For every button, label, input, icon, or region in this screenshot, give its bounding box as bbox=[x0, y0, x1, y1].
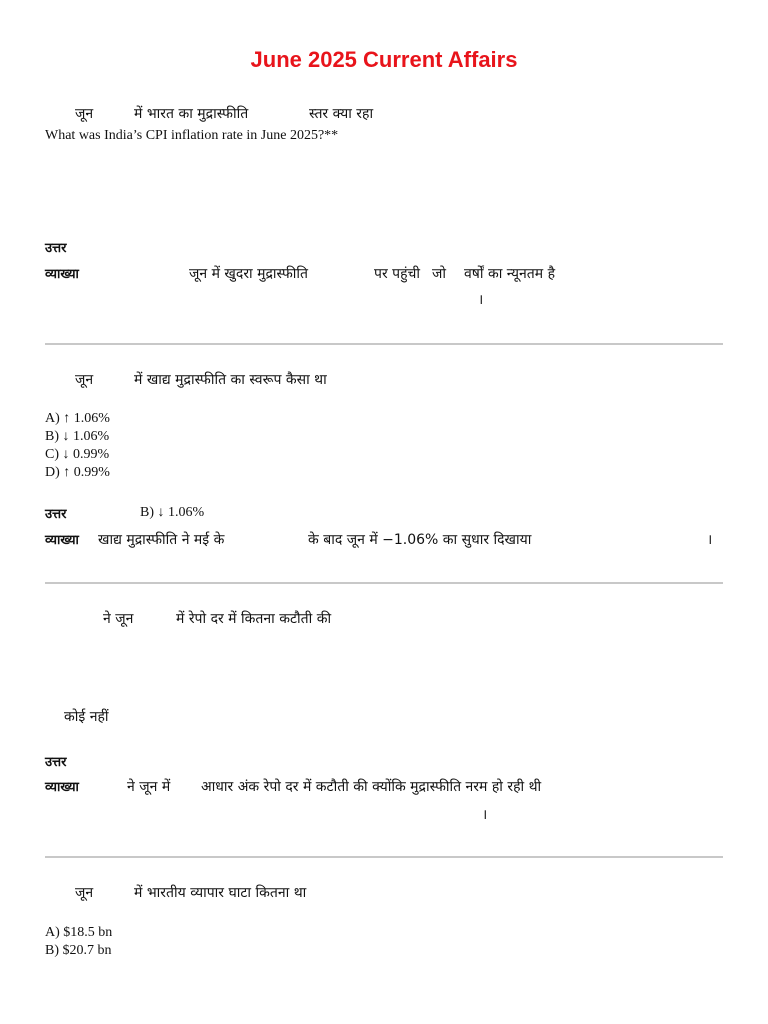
q2-hindi-part-1: जून bbox=[75, 372, 94, 388]
q4-hindi-part-1: जून bbox=[75, 885, 94, 901]
q1-english-text: What was India’s CPI inflation rate in June 2025?** bbox=[45, 128, 339, 143]
q2-option-a: A) ↑ 1.06% bbox=[45, 411, 110, 426]
separator bbox=[45, 856, 723, 858]
q2-explanation-part-1: खाद्य मुद्रास्फीति ने मई के bbox=[98, 532, 225, 548]
separator bbox=[45, 582, 723, 584]
q4-option-a: A) $18.5 bn bbox=[45, 925, 113, 940]
q3-answer-label: उत्तर bbox=[45, 755, 67, 770]
q1-hindi-part-3: स्तर क्या रहा bbox=[309, 106, 374, 122]
q3-option-d: कोई नहीं bbox=[64, 709, 109, 725]
q1-explanation-part-2: पर पहुंची bbox=[374, 266, 421, 282]
q3-hindi-part-1: ने जून bbox=[103, 611, 134, 627]
q2-option-d: D) ↑ 0.99% bbox=[45, 465, 110, 480]
q2-explanation-end: । bbox=[707, 532, 713, 548]
q2-option-c: C) ↓ 0.99% bbox=[45, 447, 110, 462]
q1-explanation-label: व्याख्या bbox=[45, 267, 79, 282]
q1-hindi-part-1: जून bbox=[75, 106, 94, 122]
q2-answer-label: उत्तर bbox=[45, 507, 67, 522]
q2-hindi-part-2: में खाद्य मुद्रास्फीति का स्वरूप कैसा था bbox=[134, 372, 327, 388]
q2-explanation-label: व्याख्या bbox=[45, 533, 79, 548]
q4-hindi-part-2: में भारतीय व्यापार घाटा कितना था bbox=[134, 885, 307, 901]
q1-explanation-end: । bbox=[478, 292, 484, 308]
q4-option-b: B) $20.7 bn bbox=[45, 943, 112, 958]
q2-explanation-part-2: के बाद जून में −1.06% का सुधार दिखाया bbox=[308, 532, 532, 548]
q2-answer-value: B) ↓ 1.06% bbox=[140, 505, 205, 520]
page-title: June 2025 Current Affairs bbox=[250, 47, 518, 72]
q3-explanation-end: । bbox=[482, 807, 488, 823]
q3-explanation-part-1: ने जून में bbox=[127, 779, 171, 795]
q1-explanation-part-3: जो bbox=[432, 266, 447, 282]
q1-hindi-part-2: में भारत का मुद्रास्फीति bbox=[134, 106, 249, 122]
q2-option-b: B) ↓ 1.06% bbox=[45, 429, 110, 444]
separator bbox=[45, 343, 723, 345]
q3-explanation-part-2: आधार अंक रेपो दर में कटौती की क्योंकि मुद्रास्फीति नरम हो रही थी bbox=[201, 779, 542, 795]
q1-explanation-part-1: जून में खुदरा मुद्रास्फीति bbox=[189, 266, 309, 282]
q1-explanation-part-4: वर्षों का न्यूनतम है bbox=[464, 266, 556, 282]
q3-explanation-label: व्याख्या bbox=[45, 780, 79, 795]
q3-hindi-part-2: में रेपो दर में कितना कटौती की bbox=[176, 611, 332, 627]
q1-answer-label: उत्तर bbox=[45, 241, 67, 256]
